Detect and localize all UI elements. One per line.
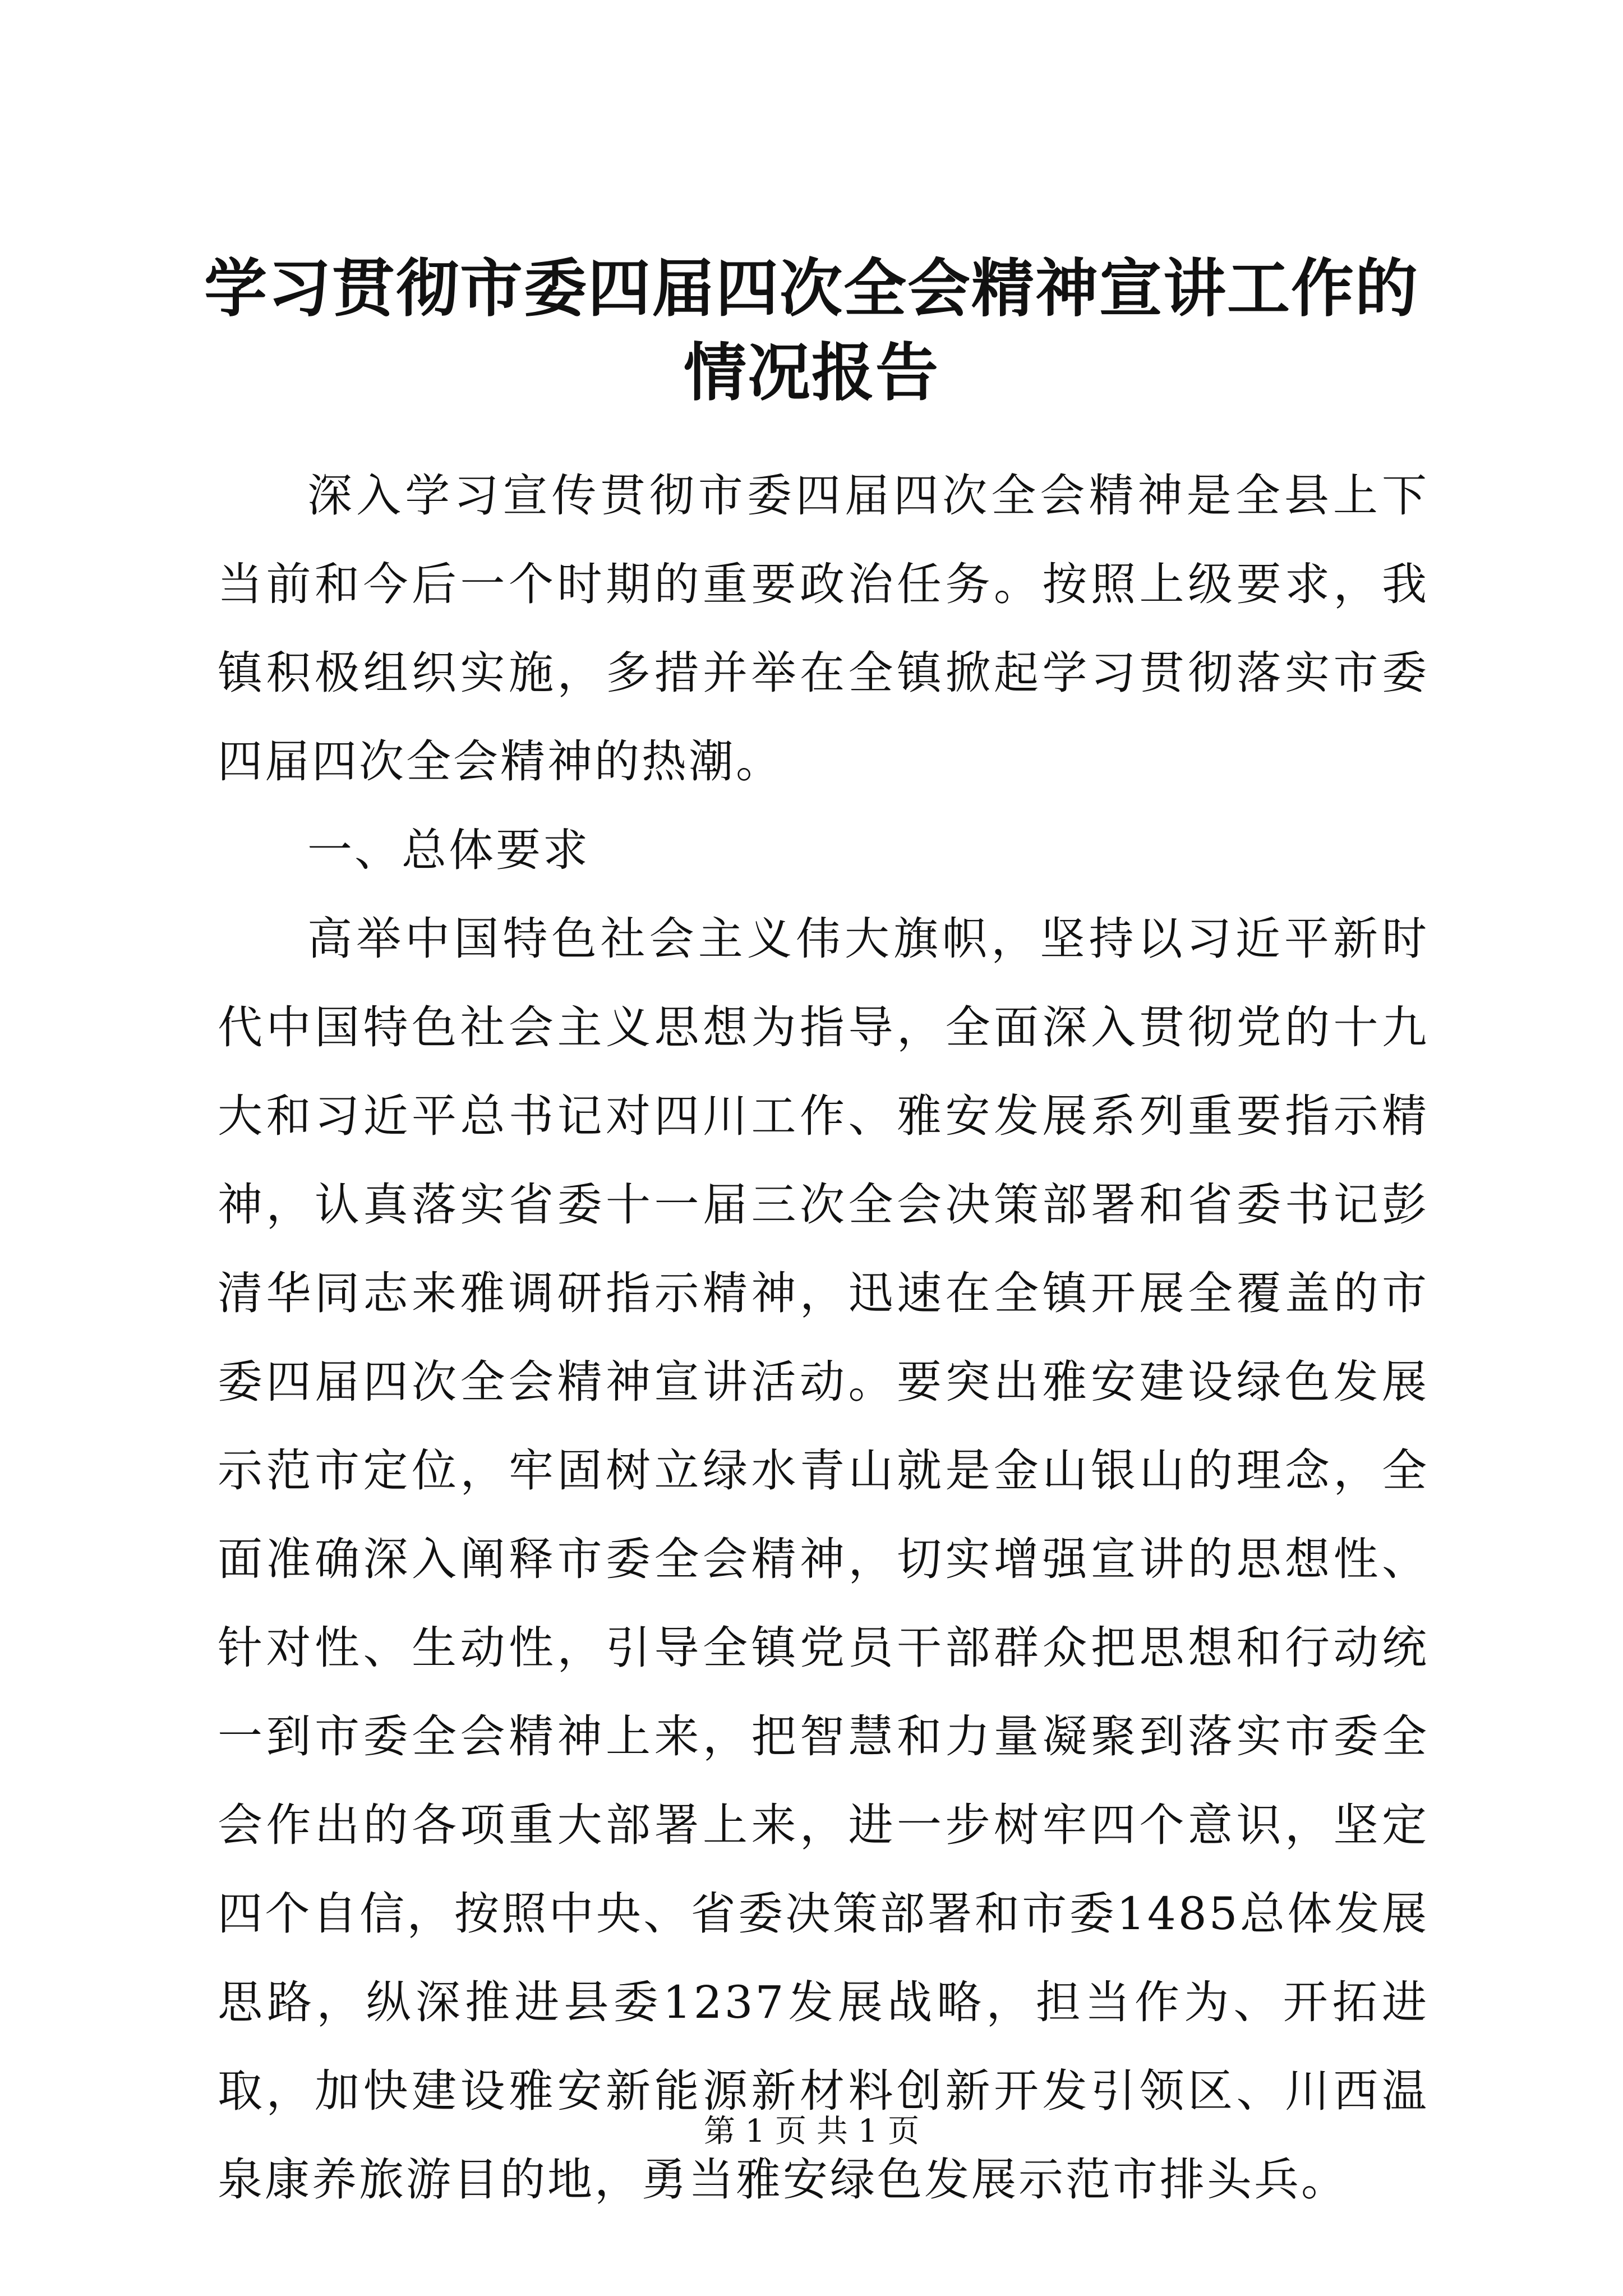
page-footer: 第 1 页 共 1 页 — [703, 2113, 920, 2150]
section-heading-general-requirements: 一、总体要求 — [307, 824, 590, 876]
document-body — [218, 452, 1429, 2224]
document-title: 学习贯彻市委四届四次全会精神宣讲工作的情况报告 — [204, 252, 1419, 409]
paragraph-intro: 深入学习宣传贯彻市委四届四次全会精神是全县上下当前和今后一个时期的重要政治任务。按照上级要求，我镇积极组织实施，多措并举在全镇掀起学习贯彻落实市委四届四次全会精神的热潮。 — [218, 470, 1429, 788]
paragraph-general-requirements: 高举中国特色社会主义伟大旗帜，坚持以习近平新时代中国特色社会主义思想为指导，全面深入贯彻党的十九大和习近平总书记对四川工作、雅安发展系列重要指示精神，认真落实省委十一届三次全会决策部署和省委书记彭清华同志来雅调研指示精神，迅速在全镇开展全覆盖的市委四届四次全会精神宣讲活动。要突出雅安建设绿色发展示范市定位，牢固树立绿水青山就是金山银山的理念，全面准确深入阐释市委全会精神，切实增强宣讲的思想性、针对性、生动性，引导全镇党员干部群众把思想和行动统一到市委全会精神上来，把智慧和力量凝聚到落实市委全会作出的各项重大部署上来，进一步树牢四个意识，坚定四个自信，按照中央、省委决策部署和市委1485总体发展思路，纵深推进县委1237发展战略，担当作为、开拓进取，加快建设雅安新能源新材料创新开发引领区、川西温泉康养旅游目的地，勇当雅安绿色发展示范市排头兵。 — [218, 913, 1429, 2206]
